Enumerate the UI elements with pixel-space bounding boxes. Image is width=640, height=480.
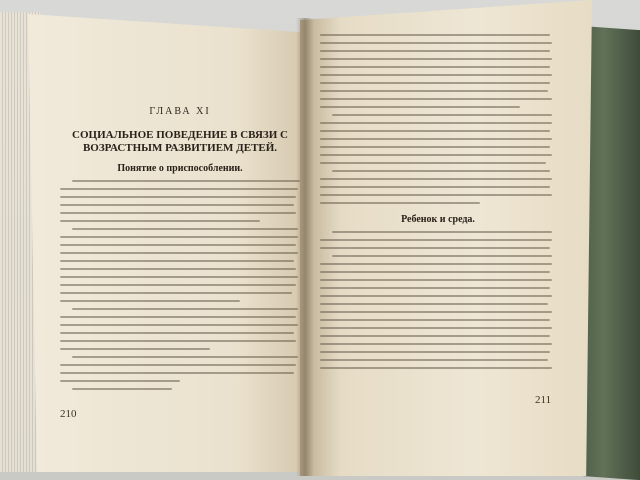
body-text-lines xyxy=(320,34,556,204)
section-title: Понятие о приспособлении. xyxy=(117,163,243,174)
chapter-title: СОЦИАЛЬНОЕ ПОВЕДЕНИЕ В СВЯЗИ С ВОЗРАСТНЫМ РАЗВИТИЕМ ДЕТЕЙ. xyxy=(72,129,288,154)
page-number-left: 210 xyxy=(60,408,77,420)
page-number-right: 211 xyxy=(535,394,552,406)
left-page-text xyxy=(60,40,300,396)
body-text-lines xyxy=(320,231,556,369)
chapter-heading: ГЛАВА XI xyxy=(149,106,211,117)
body-text-lines xyxy=(60,180,300,390)
section-title: Ребенок и среда. xyxy=(401,214,475,225)
right-page-text xyxy=(320,30,556,375)
